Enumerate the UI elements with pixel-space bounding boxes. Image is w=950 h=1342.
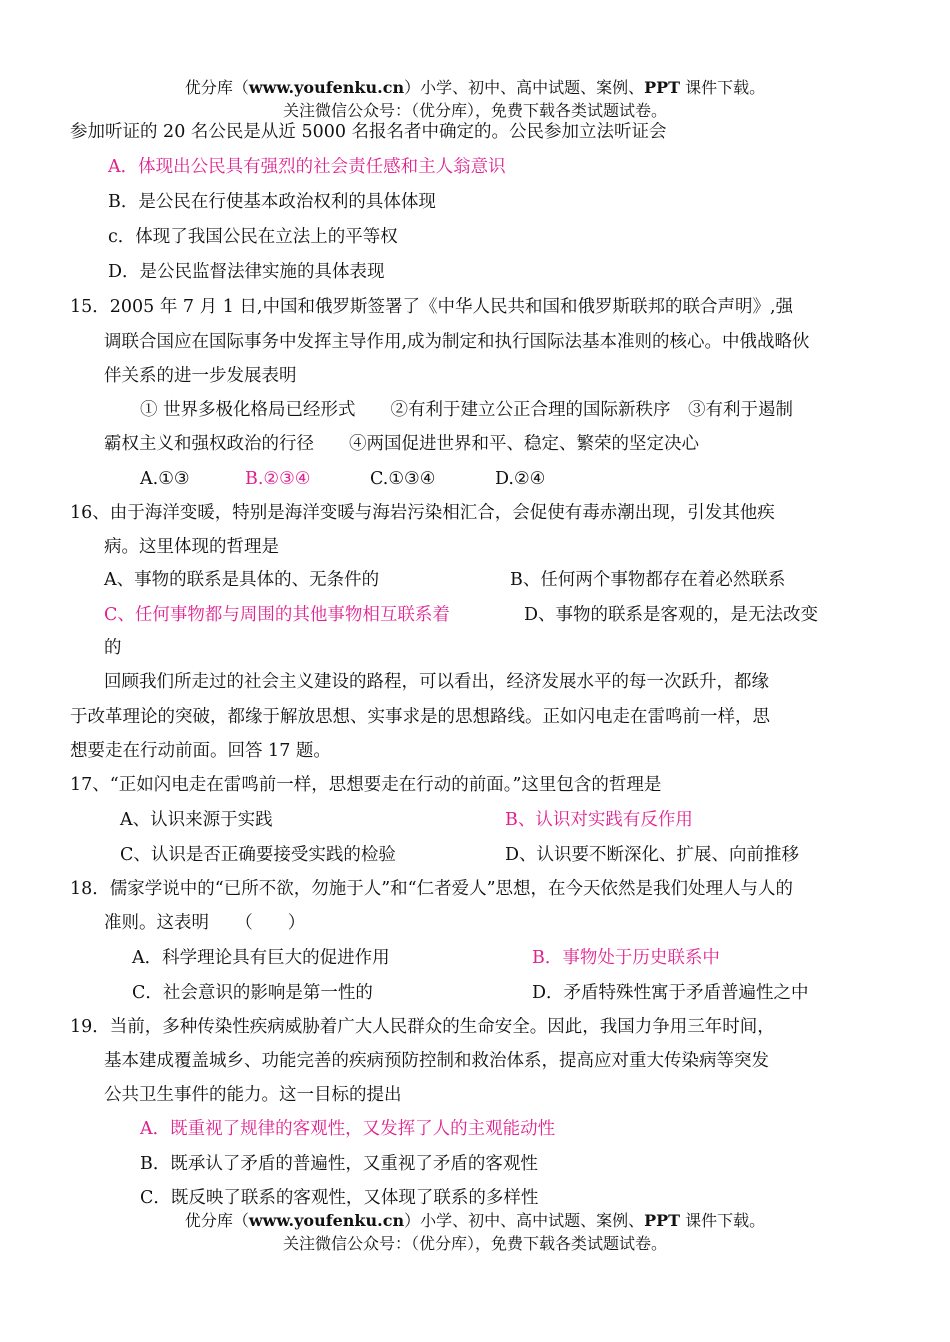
header-desc: ）小学、初中、高中试题、案例、 — [404, 78, 645, 97]
q14-option-a: A．体现出公民具有强烈的社会责任感和主人翁意识 — [108, 157, 506, 177]
page-footer-line2: 关注微信公众号：（优分库），免费下载各类试题试卷。 — [282, 1234, 667, 1253]
q14-stem: 参加听证的 20 名公民是从近 5000 名报名者中确定的。公民参加立法听证会 — [70, 122, 667, 142]
q15-stem-line2: 调联合国应在国际事务中发挥主导作用,成为制定和执行国际法基本准则的核心。中俄战略伙 — [104, 332, 810, 352]
footer-ppt: PPT — [644, 1211, 681, 1230]
q18-option-d: D．矛盾特殊性寓于矛盾普遍性之中 — [532, 983, 809, 1003]
q17-option-b: B、认识对实践有反作用 — [505, 810, 693, 830]
header-brand: 优分库（ — [184, 78, 249, 97]
q17-option-a: A、认识来源于实践 — [120, 810, 273, 830]
q19-option-a: A．既重视了规律的客观性，又发挥了人的主观能动性 — [140, 1119, 556, 1139]
q17-option-d: D、认识要不断深化、扩展、向前推移 — [505, 845, 800, 865]
header-ppt: PPT — [644, 78, 681, 97]
q16-option-d: D、事物的联系是客观的，是无法改变 — [524, 605, 819, 625]
q15-option-b: B.②③④ — [245, 469, 311, 489]
q18-stem-line2: 准则。这表明 （ ） — [104, 913, 306, 933]
q18-option-a: A．科学理论具有巨大的促进作用 — [132, 948, 390, 968]
q19-stem-line2: 基本建成覆盖城乡、功能完善的疾病预防控制和救治体系，提高应对重大传染病等突发 — [104, 1051, 769, 1071]
q15-option-c: C.①③④ — [370, 469, 436, 489]
footer-download: 课件下载。 — [680, 1211, 766, 1230]
q14-option-d: D．是公民监督法律实施的具体表现 — [108, 262, 385, 282]
q16-stem-line1: 16、由于海洋变暖，特别是海洋变暖与海岩污染相汇合，会促使有毒赤潮出现，引发其他疾 — [70, 503, 775, 523]
q19-stem-line3: 公共卫生事件的能力。这一目标的提出 — [104, 1085, 402, 1105]
q19-option-b: B．既承认了矛盾的普遍性，又重视了矛盾的客观性 — [140, 1154, 538, 1174]
q16-option-d-cont: 的 — [104, 638, 122, 658]
q19-stem-line1: 19．当前，多种传染性疾病威胁着广大人民群众的生命安全。因此，我国力争用三年时间， — [70, 1017, 775, 1037]
q16-option-b: B、任何两个事物都存在着必然联系 — [510, 570, 786, 590]
page-footer-line1 — [0, 1211, 950, 1231]
footer-brand: 优分库（ — [184, 1211, 249, 1230]
header-download: 课件下载。 — [680, 78, 766, 97]
q15-choices-line2: 霸权主义和强权政治的行径 ④两国促进世界和平、稳定、繁荣的坚定决心 — [104, 434, 699, 454]
footer-desc: ）小学、初中、高中试题、案例、 — [404, 1211, 645, 1230]
q18-option-b: B．事物处于历史联系中 — [532, 948, 720, 968]
q15-stem-line1: 15．2005 年 7 月 1 日,中国和俄罗斯签署了《中华人民共和国和俄罗斯联邦的联合声明》,强 — [70, 297, 794, 317]
q15-stem-line3: 伴关系的进一步发展表明 — [104, 366, 297, 386]
q15-option-d: D.②④ — [495, 469, 546, 489]
q14-option-c: c．体现了我国公民在立法上的平等权 — [108, 227, 398, 247]
q14-option-b: B．是公民在行使基本政治权利的具体体现 — [108, 192, 436, 212]
passage-line1: 回顾我们所走过的社会主义建设的路程，可以看出，经济发展水平的每一次跃升，都缘 — [104, 672, 769, 692]
q16-option-a: A、事物的联系是具体的、无条件的 — [104, 570, 380, 590]
q15-choices-line1: ① 世界多极化格局已经形式 ②有利于建立公正合理的国际新秩序 ③有利于遏制 — [140, 400, 794, 420]
q15-option-a: A.①③ — [140, 469, 190, 489]
page-header-line1 — [0, 78, 950, 98]
header-url: www.youfenku.cn — [248, 78, 405, 97]
q17-stem: 17、“正如闪电走在雷鸣前一样，思想要走在行动的前面。”这里包含的哲理是 — [70, 775, 662, 795]
page-header-line2: 关注微信公众号：（优分库），免费下载各类试题试卷。 — [282, 101, 667, 120]
footer-url: www.youfenku.cn — [248, 1211, 405, 1230]
passage-line3: 想要走在行动前面。回答 17 题。 — [70, 741, 331, 761]
q18-stem-line1: 18．儒家学说中的“已所不欲，勿施于人”和“仁者爱人”思想，在今天依然是我们处理人与人的 — [70, 879, 794, 899]
q18-option-c: C．社会意识的影响是第一性的 — [132, 983, 373, 1003]
passage-line2: 于改革理论的突破，都缘于解放思想、实事求是的思想路线。正如闪电走在雷鸣前一样，思 — [70, 707, 770, 727]
q17-option-c: C、认识是否正确要接受实践的检验 — [120, 845, 396, 865]
q19-option-c: C．既反映了联系的客观性，又体现了联系的多样性 — [140, 1188, 539, 1208]
q16-option-c: C、任何事物都与周围的其他事物相互联系着 — [104, 605, 450, 625]
q16-stem-line2: 病。这里体现的哲理是 — [104, 537, 279, 557]
